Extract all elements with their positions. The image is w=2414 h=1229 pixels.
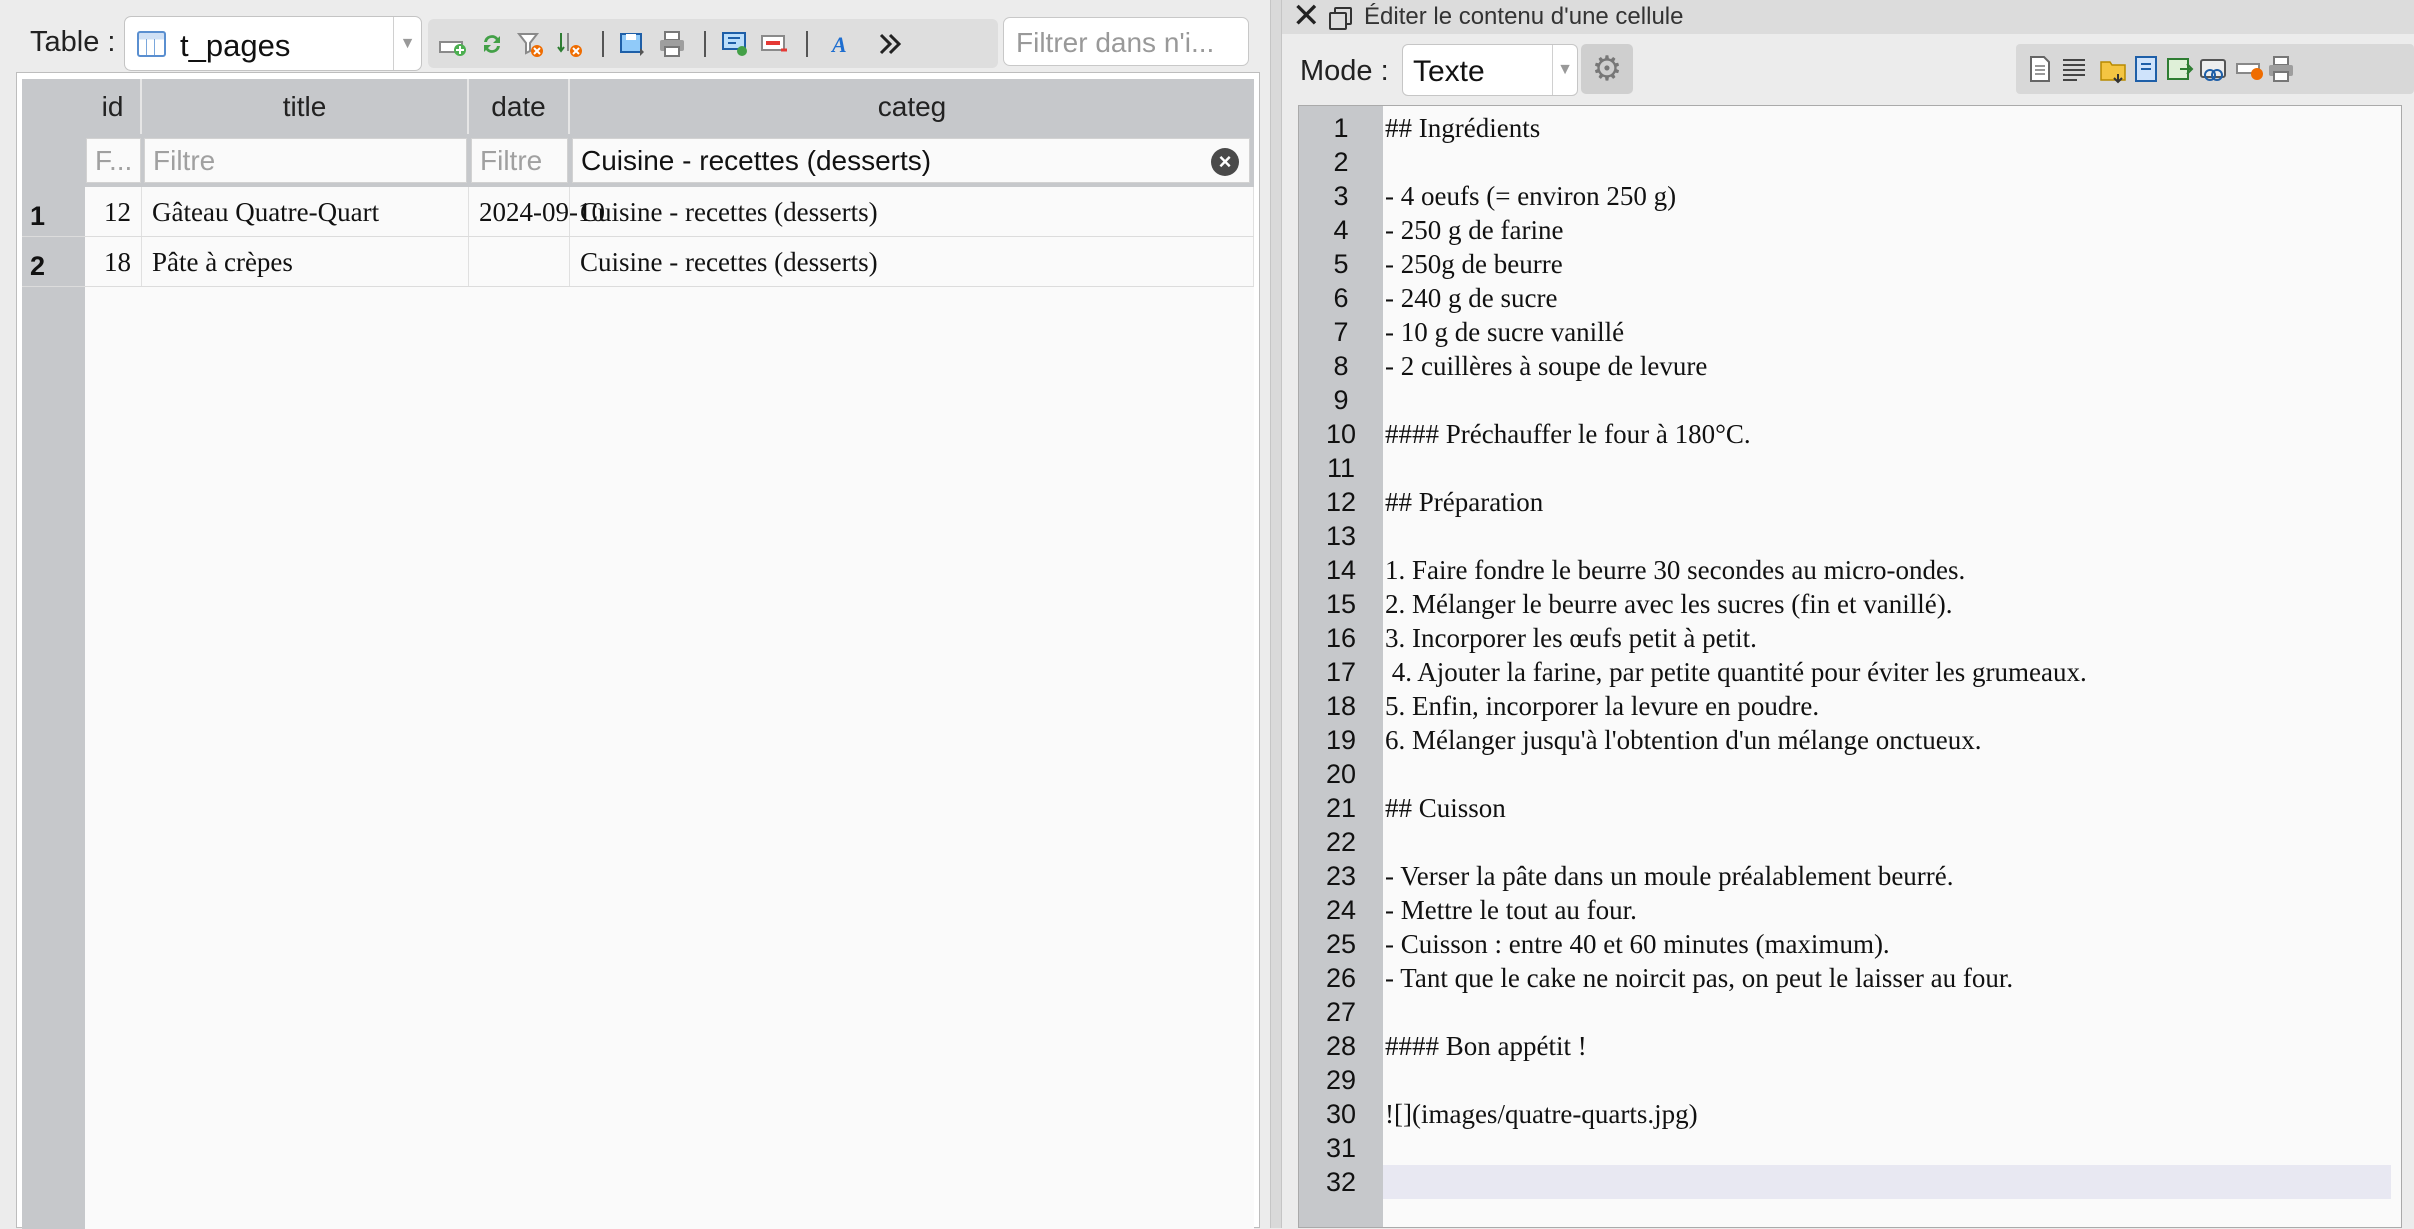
dock-title-bar	[1282, 0, 2414, 34]
line-number: 6	[1333, 283, 1349, 313]
print-icon[interactable]	[2266, 54, 2296, 84]
line-number: 27	[1325, 997, 1357, 1027]
line-number: 20	[1325, 759, 1357, 789]
add-record-icon[interactable]	[438, 30, 468, 58]
line-number: 8	[1333, 351, 1349, 381]
editor-line[interactable]: - Mettre le tout au four.	[1385, 895, 1637, 925]
line-number: 21	[1325, 793, 1357, 823]
line-number: 7	[1333, 317, 1349, 347]
line-number: 28	[1325, 1031, 1357, 1061]
line-number: 12	[1325, 487, 1357, 517]
editor-line[interactable]: 5. Enfin, incorporer la levure en poudre.	[1385, 691, 1820, 721]
eraser-icon[interactable]	[2234, 54, 2264, 84]
column-header-date[interactable]: date	[469, 79, 570, 134]
table-icon	[137, 31, 166, 57]
import-file-icon[interactable]	[2098, 54, 2128, 84]
line-number-gutter	[1299, 106, 1383, 1227]
filter-title-input[interactable]: Filtre	[144, 138, 467, 183]
cell-categ[interactable]: Cuisine - recettes (desserts)	[570, 187, 1254, 236]
cell-title[interactable]: Gâteau Quatre-Quart	[142, 187, 469, 236]
editor-line[interactable]: - Cuisson : entre 40 et 60 minutes (maximum).	[1385, 929, 1890, 959]
column-header-title[interactable]: title	[142, 79, 469, 134]
dock-title: Éditer le contenu d'une cellule	[1364, 3, 1684, 30]
line-number: 23	[1325, 861, 1357, 891]
editor-line[interactable]: #### Bon appétit !	[1385, 1031, 1587, 1061]
line-number: 26	[1325, 963, 1357, 993]
table-grid-frame	[16, 72, 1260, 1228]
clear-filters-icon[interactable]	[516, 30, 546, 58]
line-number: 9	[1333, 385, 1349, 415]
cell-text-editor[interactable]	[1298, 105, 2402, 1228]
line-number: 4	[1333, 215, 1349, 245]
filter-date-input[interactable]: Filtre	[471, 138, 568, 183]
line-number: 2	[1333, 147, 1349, 177]
line-number: 32	[1325, 1167, 1357, 1197]
table-grid	[22, 79, 1254, 1229]
delete-record-icon[interactable]	[759, 30, 789, 58]
cell-id[interactable]: 18	[85, 237, 142, 286]
editor-line[interactable]: ## Ingrédients	[1385, 113, 1541, 143]
set-null-icon[interactable]	[2165, 54, 2195, 84]
cell-id[interactable]: 12	[85, 187, 142, 236]
table-actions-strip	[428, 19, 998, 68]
filter-categ-value: Cuisine - recettes (desserts)	[581, 145, 932, 176]
table-row[interactable]	[22, 237, 1254, 287]
column-header-row	[22, 79, 1254, 134]
line-number: 15	[1325, 589, 1357, 619]
editor-line[interactable]: - 2 cuillères à soupe de levure	[1385, 351, 1708, 381]
line-number: 5	[1333, 249, 1349, 279]
table-label: Table :	[30, 26, 116, 58]
mode-select-value: Texte	[1413, 55, 1485, 88]
undock-icon[interactable]	[1329, 7, 1349, 27]
editor-line[interactable]: - 250g de beurre	[1385, 249, 1563, 279]
line-number: 11	[1326, 453, 1356, 483]
editor-line[interactable]: - Verser la pâte dans un moule préalablement beurré.	[1385, 861, 1954, 891]
pane-splitter[interactable]	[1270, 0, 1282, 1228]
auto-switch-mode-icon[interactable]	[2025, 54, 2055, 84]
chevron-down-icon[interactable]: ▼	[1552, 45, 1577, 95]
line-number: 30	[1325, 1099, 1357, 1129]
editor-line[interactable]: - Tant que le cake ne noircit pas, on peut le laisser au four.	[1385, 963, 2014, 993]
editor-line[interactable]: - 10 g de sucre vanillé	[1385, 317, 1625, 347]
line-number: 3	[1333, 181, 1349, 211]
editor-line[interactable]: 4. Ajouter la farine, par petite quantité pour éviter les grumeaux.	[1385, 657, 2087, 687]
row-number[interactable]: 1	[30, 201, 46, 231]
cell-date[interactable]: 2024-09-10	[469, 187, 570, 236]
editor-line[interactable]: 6. Mélanger jusqu'à l'obtention d'un mélange onctueux.	[1385, 725, 1982, 755]
clear-filter-icon[interactable]: ×	[1211, 148, 1239, 176]
refresh-icon[interactable]	[477, 30, 507, 58]
chevron-down-icon[interactable]: ▼	[393, 17, 421, 70]
table-row[interactable]	[22, 187, 1254, 237]
editor-line[interactable]: - 240 g de sucre	[1385, 283, 1558, 313]
filter-all-input[interactable]: Filtrer dans n'i...	[1003, 17, 1249, 66]
column-header-id[interactable]: id	[85, 79, 142, 134]
open-in-app-icon[interactable]	[2198, 54, 2228, 84]
line-number: 14	[1325, 555, 1357, 585]
line-number: 31	[1325, 1133, 1357, 1163]
line-number: 16	[1325, 623, 1357, 653]
line-number: 10	[1325, 419, 1357, 449]
mode-label: Mode :	[1300, 55, 1389, 87]
insert-values-icon[interactable]	[720, 30, 750, 58]
row-number[interactable]: 2	[30, 251, 46, 281]
editor-line[interactable]: #### Préchauffer le four à 180°C.	[1385, 419, 1751, 449]
table-select-value: t_pages	[180, 28, 291, 63]
line-number: 24	[1325, 895, 1357, 925]
svg-text:A: A	[832, 32, 847, 57]
filter-id-input[interactable]: F...	[86, 138, 141, 183]
editor-line[interactable]: ## Cuisson	[1385, 793, 1506, 823]
gear-icon[interactable]: ⚙	[1581, 44, 1633, 94]
editor-line[interactable]: - 250 g de farine	[1385, 215, 1564, 245]
cell-date[interactable]	[469, 237, 570, 286]
filter-row	[22, 134, 1254, 187]
toolbar-separator	[806, 31, 808, 57]
line-number: 13	[1325, 521, 1357, 551]
cell-categ[interactable]: Cuisine - recettes (desserts)	[570, 237, 1254, 286]
clear-sorting-icon[interactable]	[555, 30, 585, 58]
filter-categ-input[interactable]	[572, 138, 1250, 183]
mode-select[interactable]	[1402, 44, 1578, 96]
editor-line[interactable]: 3. Incorporer les œufs petit à petit.	[1385, 623, 1757, 653]
close-icon[interactable]: ✕	[1292, 0, 1321, 35]
more-actions-icon[interactable]	[876, 30, 906, 58]
editor-line[interactable]: 1. Faire fondre le beurre 30 secondes au micro-ondes.	[1385, 555, 1966, 585]
save-table-icon[interactable]	[618, 30, 648, 58]
word-wrap-icon[interactable]	[2059, 54, 2089, 84]
line-number: 22	[1325, 827, 1357, 857]
line-number: 19	[1325, 725, 1357, 755]
current-line-highlight	[1383, 1165, 2391, 1199]
line-number: 17	[1325, 657, 1357, 687]
editor-line[interactable]: - 4 oeufs (= environ 250 g)	[1385, 181, 1677, 211]
editor-text-area[interactable]	[1383, 106, 2401, 1227]
export-file-icon[interactable]	[2132, 54, 2162, 84]
cell-title[interactable]: Pâte à crèpes	[142, 237, 469, 286]
print-icon[interactable]	[657, 30, 687, 58]
line-number: 18	[1325, 691, 1357, 721]
editor-line[interactable]: ![](images/quatre-quarts.jpg)	[1385, 1099, 1698, 1129]
line-number: 1	[1333, 113, 1349, 143]
editor-line[interactable]: 2. Mélanger le beurre avec les sucres (fin et vanillé).	[1385, 589, 1953, 619]
line-number: 29	[1325, 1065, 1357, 1095]
table-select[interactable]	[124, 16, 422, 71]
toolbar-separator	[704, 31, 706, 57]
toolbar-separator	[602, 31, 604, 57]
column-header-categ[interactable]: categ	[877, 90, 947, 122]
line-number: 25	[1325, 929, 1357, 959]
format-text-icon[interactable]	[826, 30, 856, 58]
editor-line[interactable]: ## Préparation	[1385, 487, 1544, 517]
edit-cell-dock	[1282, 0, 2414, 1228]
editor-tools-strip	[2016, 44, 2414, 94]
